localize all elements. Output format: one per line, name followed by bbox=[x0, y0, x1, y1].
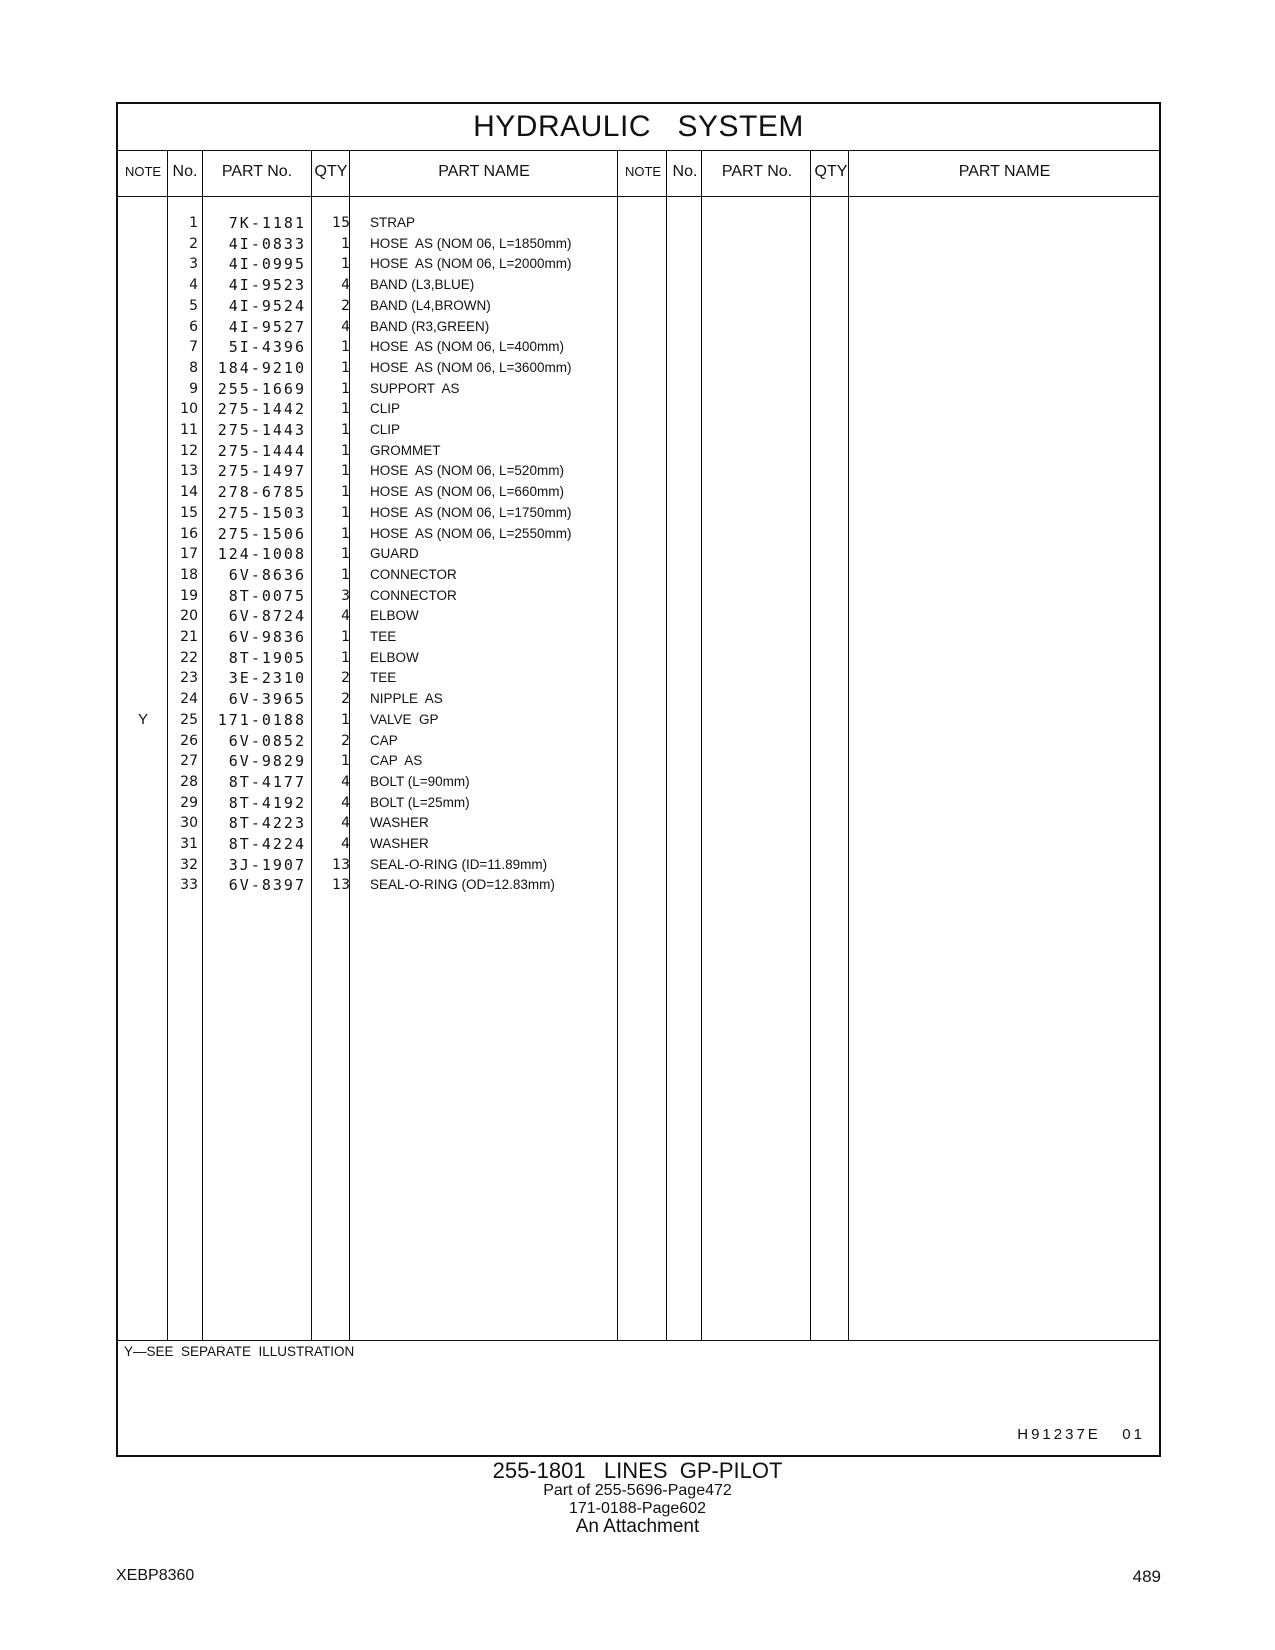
row-quantity: 4 bbox=[341, 318, 350, 335]
table-row bbox=[118, 253, 1159, 275]
table-row bbox=[118, 460, 1159, 482]
table-row bbox=[118, 771, 1159, 793]
row-part-number: 6V-8636 bbox=[228, 565, 306, 584]
row-part-name: HOSE AS (NOM 06, L=2550mm) bbox=[370, 525, 572, 541]
row-number: 16 bbox=[180, 525, 198, 542]
row-part-number: 8T-4223 bbox=[228, 814, 306, 833]
row-quantity: 4 bbox=[341, 794, 350, 811]
row-quantity: 1 bbox=[341, 339, 350, 356]
row-number: 29 bbox=[180, 794, 198, 811]
row-quantity: 1 bbox=[341, 484, 350, 501]
row-number: 14 bbox=[180, 484, 198, 501]
row-part-name: GROMMET bbox=[370, 442, 441, 458]
row-quantity: 1 bbox=[341, 380, 350, 397]
row-part-name: NIPPLE AS bbox=[370, 691, 443, 707]
row-quantity: 1 bbox=[341, 235, 350, 252]
row-part-number: 6V-8724 bbox=[228, 607, 306, 626]
header-no-left: No. bbox=[172, 163, 198, 180]
row-quantity: 2 bbox=[341, 670, 350, 687]
row-number: 15 bbox=[180, 504, 198, 521]
table-row bbox=[118, 295, 1159, 317]
row-quantity: 1 bbox=[341, 753, 350, 770]
row-part-name: HOSE AS (NOM 06, L=2000mm) bbox=[370, 256, 572, 272]
row-number: 17 bbox=[180, 546, 198, 563]
row-quantity: 1 bbox=[341, 442, 350, 459]
row-part-number: 275-1506 bbox=[217, 524, 306, 543]
row-number: 21 bbox=[180, 629, 198, 645]
row-part-name: TEE bbox=[370, 629, 397, 644]
row-part-name: SEAL-O-RING (ID=11.89mm) bbox=[370, 856, 548, 872]
table-row bbox=[118, 626, 1159, 648]
document-id: XEBP8360 bbox=[116, 1567, 195, 1584]
row-number: 26 bbox=[180, 732, 198, 749]
page-number: 489 bbox=[1132, 1567, 1161, 1586]
table-row bbox=[118, 274, 1159, 296]
row-part-number: 255-1669 bbox=[217, 379, 306, 398]
row-part-name: HOSE AS (NOM 06, L=520mm) bbox=[370, 463, 564, 479]
section-title: HYDRAULIC SYSTEM bbox=[118, 104, 1159, 151]
row-part-name: ELBOW bbox=[370, 649, 419, 665]
row-part-number: 275-1443 bbox=[217, 421, 306, 439]
row-quantity: 4 bbox=[341, 773, 350, 790]
caption-part-of: Part of 255-5696-Page472 bbox=[543, 1482, 732, 1499]
table-row bbox=[118, 688, 1159, 710]
row-number: 8 bbox=[189, 359, 198, 376]
row-quantity: 1 bbox=[341, 401, 350, 418]
row-part-number: 171-0188 bbox=[217, 710, 306, 729]
row-part-name: BAND (L4,BROWN) bbox=[370, 297, 491, 313]
row-number: 10 bbox=[180, 401, 198, 418]
caption-attachment: An Attachment bbox=[575, 1516, 700, 1537]
row-number: 12 bbox=[180, 442, 198, 459]
row-number: 2 bbox=[189, 235, 198, 252]
row-quantity: 1 bbox=[341, 711, 350, 728]
header-note-right: NOTE bbox=[624, 164, 662, 179]
table-row bbox=[118, 854, 1159, 876]
row-number: 20 bbox=[180, 608, 198, 625]
row-quantity: 1 bbox=[341, 629, 350, 645]
header-part-no-right: PART No. bbox=[721, 163, 793, 180]
row-quantity: 2 bbox=[341, 732, 350, 749]
table-row bbox=[118, 481, 1159, 503]
row-quantity: 15 bbox=[332, 215, 350, 231]
row-part-name: BOLT (L=90mm) bbox=[370, 773, 470, 789]
row-part-name: VALVE GP bbox=[370, 711, 439, 727]
row-part-name: BOLT (L=25mm) bbox=[370, 794, 470, 810]
row-part-number: 275-1444 bbox=[217, 441, 306, 460]
table-row bbox=[118, 502, 1159, 524]
row-quantity: 1 bbox=[341, 422, 350, 438]
header-part-name-right: PART NAME bbox=[958, 163, 1051, 180]
row-part-number: 4I-0833 bbox=[228, 234, 306, 253]
table-row bbox=[118, 564, 1159, 586]
row-number: 13 bbox=[180, 463, 198, 480]
row-number: 1 bbox=[189, 215, 198, 231]
row-number: 5 bbox=[189, 297, 198, 314]
row-number: 11 bbox=[180, 422, 198, 438]
header-qty-right: QTY bbox=[814, 163, 848, 180]
row-part-number: 6V-3965 bbox=[228, 690, 306, 709]
table-row bbox=[118, 730, 1159, 752]
row-part-number: 6V-0852 bbox=[228, 731, 306, 750]
row-part-number: 184-9210 bbox=[217, 358, 306, 377]
row-number: 23 bbox=[180, 670, 198, 687]
row-part-name: TEE bbox=[370, 670, 397, 686]
row-part-name: GUARD bbox=[370, 546, 419, 562]
row-part-number: 6V-8397 bbox=[228, 876, 306, 895]
table-row bbox=[118, 233, 1159, 255]
header-part-no-left: PART No. bbox=[221, 163, 293, 180]
row-number: 3 bbox=[189, 256, 198, 273]
row-number: 19 bbox=[180, 587, 198, 604]
row-quantity: 4 bbox=[341, 836, 350, 852]
row-part-name: SEAL-O-RING (OD=12.83mm) bbox=[370, 877, 555, 893]
row-part-number: 4I-9524 bbox=[228, 296, 306, 315]
row-number: 9 bbox=[189, 380, 198, 397]
row-part-name: HOSE AS (NOM 06, L=1750mm) bbox=[370, 504, 572, 520]
row-number: 18 bbox=[180, 566, 198, 583]
table-row bbox=[118, 833, 1159, 855]
row-quantity: 4 bbox=[341, 608, 350, 625]
row-quantity: 13 bbox=[332, 877, 350, 894]
drawing-code: H91237E 01 bbox=[1017, 1426, 1145, 1443]
row-quantity: 4 bbox=[341, 815, 350, 832]
caption-reference: 171-0188-Page602 bbox=[568, 1500, 706, 1517]
row-quantity: 1 bbox=[341, 649, 350, 666]
table-row bbox=[118, 357, 1159, 379]
parts-table-frame bbox=[116, 102, 1161, 1457]
header-note-left: NOTE bbox=[124, 164, 162, 179]
row-part-name: WASHER bbox=[370, 815, 429, 831]
table-row bbox=[118, 212, 1159, 234]
table-row bbox=[118, 316, 1159, 338]
row-part-name: CLIP bbox=[370, 401, 401, 417]
row-part-name: BAND (R3,GREEN) bbox=[370, 318, 490, 334]
row-number: 27 bbox=[180, 753, 198, 770]
table-row bbox=[118, 398, 1159, 420]
row-part-number: 8T-0075 bbox=[228, 586, 306, 605]
row-part-name: SUPPORT AS bbox=[370, 380, 460, 396]
row-part-number: 8T-4177 bbox=[228, 772, 306, 791]
table-row bbox=[118, 419, 1159, 441]
row-part-number: 124-1008 bbox=[217, 545, 306, 564]
row-part-number: 275-1497 bbox=[217, 462, 306, 481]
row-part-number: 275-1442 bbox=[217, 400, 306, 419]
row-number: 4 bbox=[189, 277, 198, 294]
table-row bbox=[118, 585, 1159, 607]
table-row bbox=[118, 709, 1159, 731]
table-row bbox=[118, 812, 1159, 834]
row-part-number: 8T-4192 bbox=[228, 793, 306, 812]
table-row bbox=[118, 647, 1159, 669]
row-quantity: 1 bbox=[341, 546, 350, 563]
table-row bbox=[118, 667, 1159, 689]
row-part-number: 4I-9523 bbox=[228, 276, 306, 295]
row-part-number: 278-6785 bbox=[217, 483, 306, 502]
row-part-name: HOSE AS (NOM 06, L=1850mm) bbox=[370, 235, 572, 251]
row-quantity: 1 bbox=[341, 566, 350, 583]
row-number: 32 bbox=[180, 856, 198, 873]
row-note: Y bbox=[137, 710, 148, 728]
row-number: 6 bbox=[189, 318, 198, 335]
row-part-name: ELBOW bbox=[370, 608, 419, 624]
row-part-number: 8T-1905 bbox=[228, 648, 306, 667]
row-number: 24 bbox=[180, 691, 198, 708]
table-row bbox=[118, 523, 1159, 545]
row-number: 30 bbox=[180, 815, 198, 832]
row-quantity: 1 bbox=[341, 504, 350, 521]
row-part-number: 4I-9527 bbox=[228, 317, 306, 336]
row-part-name: HOSE AS (NOM 06, L=660mm) bbox=[370, 484, 564, 500]
row-quantity: 1 bbox=[341, 256, 350, 273]
footer-divider bbox=[118, 1340, 1159, 1341]
row-part-number: 7K-1181 bbox=[228, 214, 306, 232]
row-quantity: 2 bbox=[341, 691, 350, 708]
row-number: 31 bbox=[180, 836, 198, 852]
row-quantity: 3 bbox=[341, 587, 350, 604]
row-quantity: 1 bbox=[341, 525, 350, 542]
header-no-right: No. bbox=[672, 163, 698, 180]
row-part-name: CONNECTOR bbox=[370, 587, 457, 603]
row-part-number: 275-1503 bbox=[217, 503, 306, 522]
caption-title: 255-1801 LINES GP-PILOT bbox=[492, 1458, 783, 1483]
row-quantity: 2 bbox=[341, 297, 350, 314]
table-row bbox=[118, 792, 1159, 814]
row-part-number: 6V-9829 bbox=[228, 752, 306, 771]
row-number: 22 bbox=[180, 649, 198, 666]
table-row bbox=[118, 605, 1159, 627]
table-row bbox=[118, 874, 1159, 896]
row-part-number: 8T-4224 bbox=[228, 835, 306, 853]
row-part-number: 6V-9836 bbox=[228, 628, 306, 646]
row-number: 7 bbox=[189, 339, 198, 356]
row-part-number: 3J-1907 bbox=[228, 855, 306, 874]
row-part-name: CLIP bbox=[370, 422, 401, 437]
row-part-name: HOSE AS (NOM 06, L=3600mm) bbox=[370, 359, 572, 375]
row-quantity: 1 bbox=[341, 359, 350, 376]
header-part-name-left: PART NAME bbox=[438, 163, 530, 180]
row-number: 25 bbox=[180, 711, 198, 728]
row-part-name: STRAP bbox=[370, 215, 416, 230]
row-part-number: 5I-4396 bbox=[228, 338, 306, 357]
row-part-number: 4I-0995 bbox=[228, 255, 306, 274]
row-part-number: 3E-2310 bbox=[228, 669, 306, 688]
row-part-name: WASHER bbox=[370, 836, 429, 851]
row-part-name: BAND (L3,BLUE) bbox=[370, 277, 475, 293]
table-header bbox=[118, 150, 1159, 197]
table-row bbox=[118, 750, 1159, 772]
header-qty-left: QTY bbox=[314, 163, 348, 180]
row-part-name: CONNECTOR bbox=[370, 566, 457, 582]
row-part-name: CAP AS bbox=[370, 753, 423, 769]
row-part-name: HOSE AS (NOM 06, L=400mm) bbox=[370, 339, 564, 355]
footnote: Y—SEE SEPARATE ILLUSTRATION bbox=[124, 1344, 355, 1359]
table-row bbox=[118, 378, 1159, 400]
table-row bbox=[118, 440, 1159, 462]
row-number: 33 bbox=[180, 877, 198, 894]
row-quantity: 13 bbox=[332, 856, 350, 873]
row-part-name: CAP bbox=[370, 732, 398, 748]
row-quantity: 4 bbox=[341, 277, 350, 294]
row-number: 28 bbox=[180, 773, 198, 790]
table-row bbox=[118, 336, 1159, 358]
row-quantity: 1 bbox=[341, 463, 350, 480]
table-row bbox=[118, 543, 1159, 565]
